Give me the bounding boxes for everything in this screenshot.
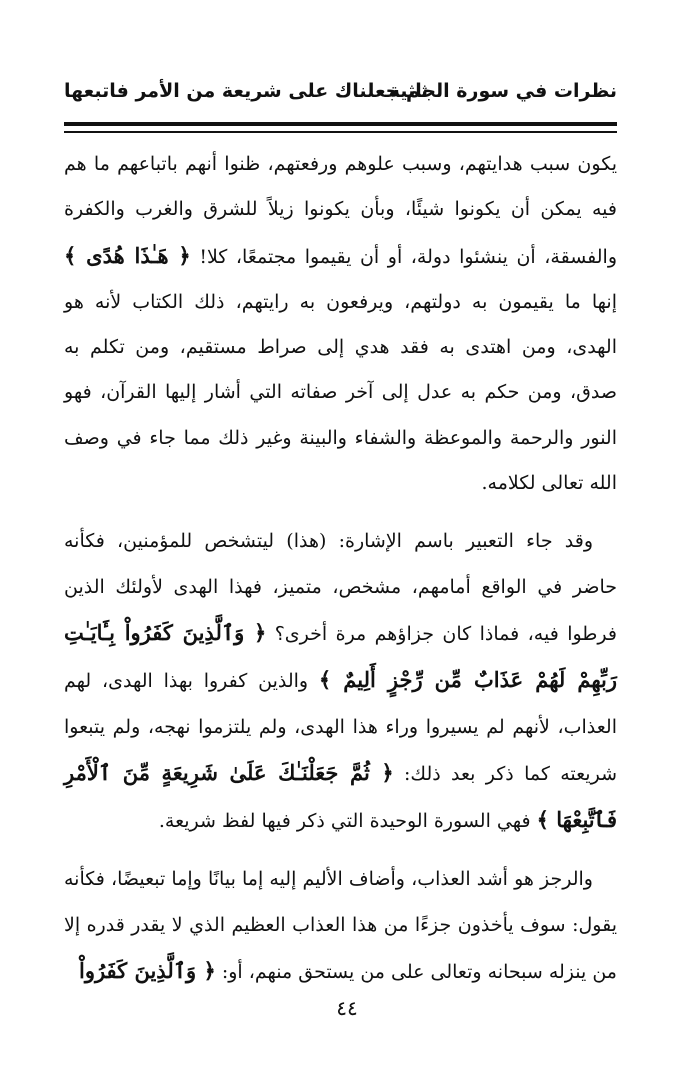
page-body <box>64 142 617 995</box>
paragraph-3 <box>64 857 617 995</box>
paragraph-1-text-a: يكون سبب هدايتهم، وسبب علوهم ورفعتهم، ظنوا أنهم باتباعهم ما هم فيه يمكن أن يكونوا شيئًا، وبأن يكونوا زيلاً للشرق والغرب والكفرة والفسقة، أن ينشئوا دولة، أو أن يقيموا مجتمعًا، كلا! <box>64 153 617 268</box>
quran-verse: ﴿ ثُمَّ جَعَلْنَـٰكَ عَلَىٰ شَرِيعَةٍ مِّنَ ٱلْأَمْرِ فَٱتَّبِعْهَا ﴾ <box>64 759 617 833</box>
quran-verse: ﴿ هَـٰذَا هُدًى ﴾ <box>64 242 191 268</box>
quran-verse: ﴿ وَٱلَّذِينَ كَفَرُواْ <box>78 958 216 984</box>
header-rule-thin <box>64 131 617 133</box>
paragraph-3-text-a: والرجز هو أشد العذاب، وأضاف الأليم إليه إما بيانًا وإما تبعيضًا، فكأنه يقول: سوف يأخذون جزءًا من هذا العذاب العظيم الذي لا يقدر قدره إلا من ينزله سبحانه وتعالى على من يستحق منهم، أو: <box>64 868 617 984</box>
paragraph-1 <box>64 142 617 506</box>
chapter-title: ثم جعلناك على شريعة من الأمر فاتبعها <box>64 80 429 102</box>
page-number: ٤٤ <box>336 996 358 1020</box>
paragraph-2-text-a: وقد جاء التعبير باسم الإشارة: (هذا) ليتشخص للمؤمنين، فكأنه حاضر في الواقع أمامهم، مشخص، متميز، فهذا الهدى لأولئك الذين فرطوا فيه، فماذا كان جزاؤهم مرة أخرى؟ <box>64 530 617 645</box>
paragraph-2-text-c: فهي السورة الوحيدة التي ذكر فيها لفظ شريعة. <box>158 810 537 833</box>
paragraph-2-text-b: والذين كفروا بهذا الهدى، لهم العذاب، لأنهم لم يسيروا وراء هذا الهدى، ولم يلتزموا نهجه، ولم يتبعوا شريعته كما ذكر بعد ذلك: <box>64 670 617 785</box>
running-header <box>64 80 617 112</box>
paragraph-2 <box>64 519 617 844</box>
quran-verse: ﴿ وَٱلَّذِينَ كَفَرُواْ بِـَٔايَـٰتِ رَبِّهِمْ لَهُمْ عَذَابٌ مِّن رِّجْزٍ أَلِيمٌ ﴾ <box>64 619 617 693</box>
paragraph-1-text-b: إنها ما يقيمون به دولتهم، ويرفعون به رايتهم، ذلك الكتاب لأنه هو الهدى، ومن اهتدى به فقد هدي إلى صراط مستقيم، ومن تكلم به صدق، ومن حكم به عدل إلى آخر صفاته التي أشار إليها القرآن، فهو النور والرحمة والموعظة والشفاء والبينة وغير ذلك مما جاء في وصف الله تعالى لكلامه. <box>64 290 617 495</box>
book-title: نظرات في سورة الجاثية <box>388 80 617 102</box>
header-rule-thick <box>64 122 617 126</box>
